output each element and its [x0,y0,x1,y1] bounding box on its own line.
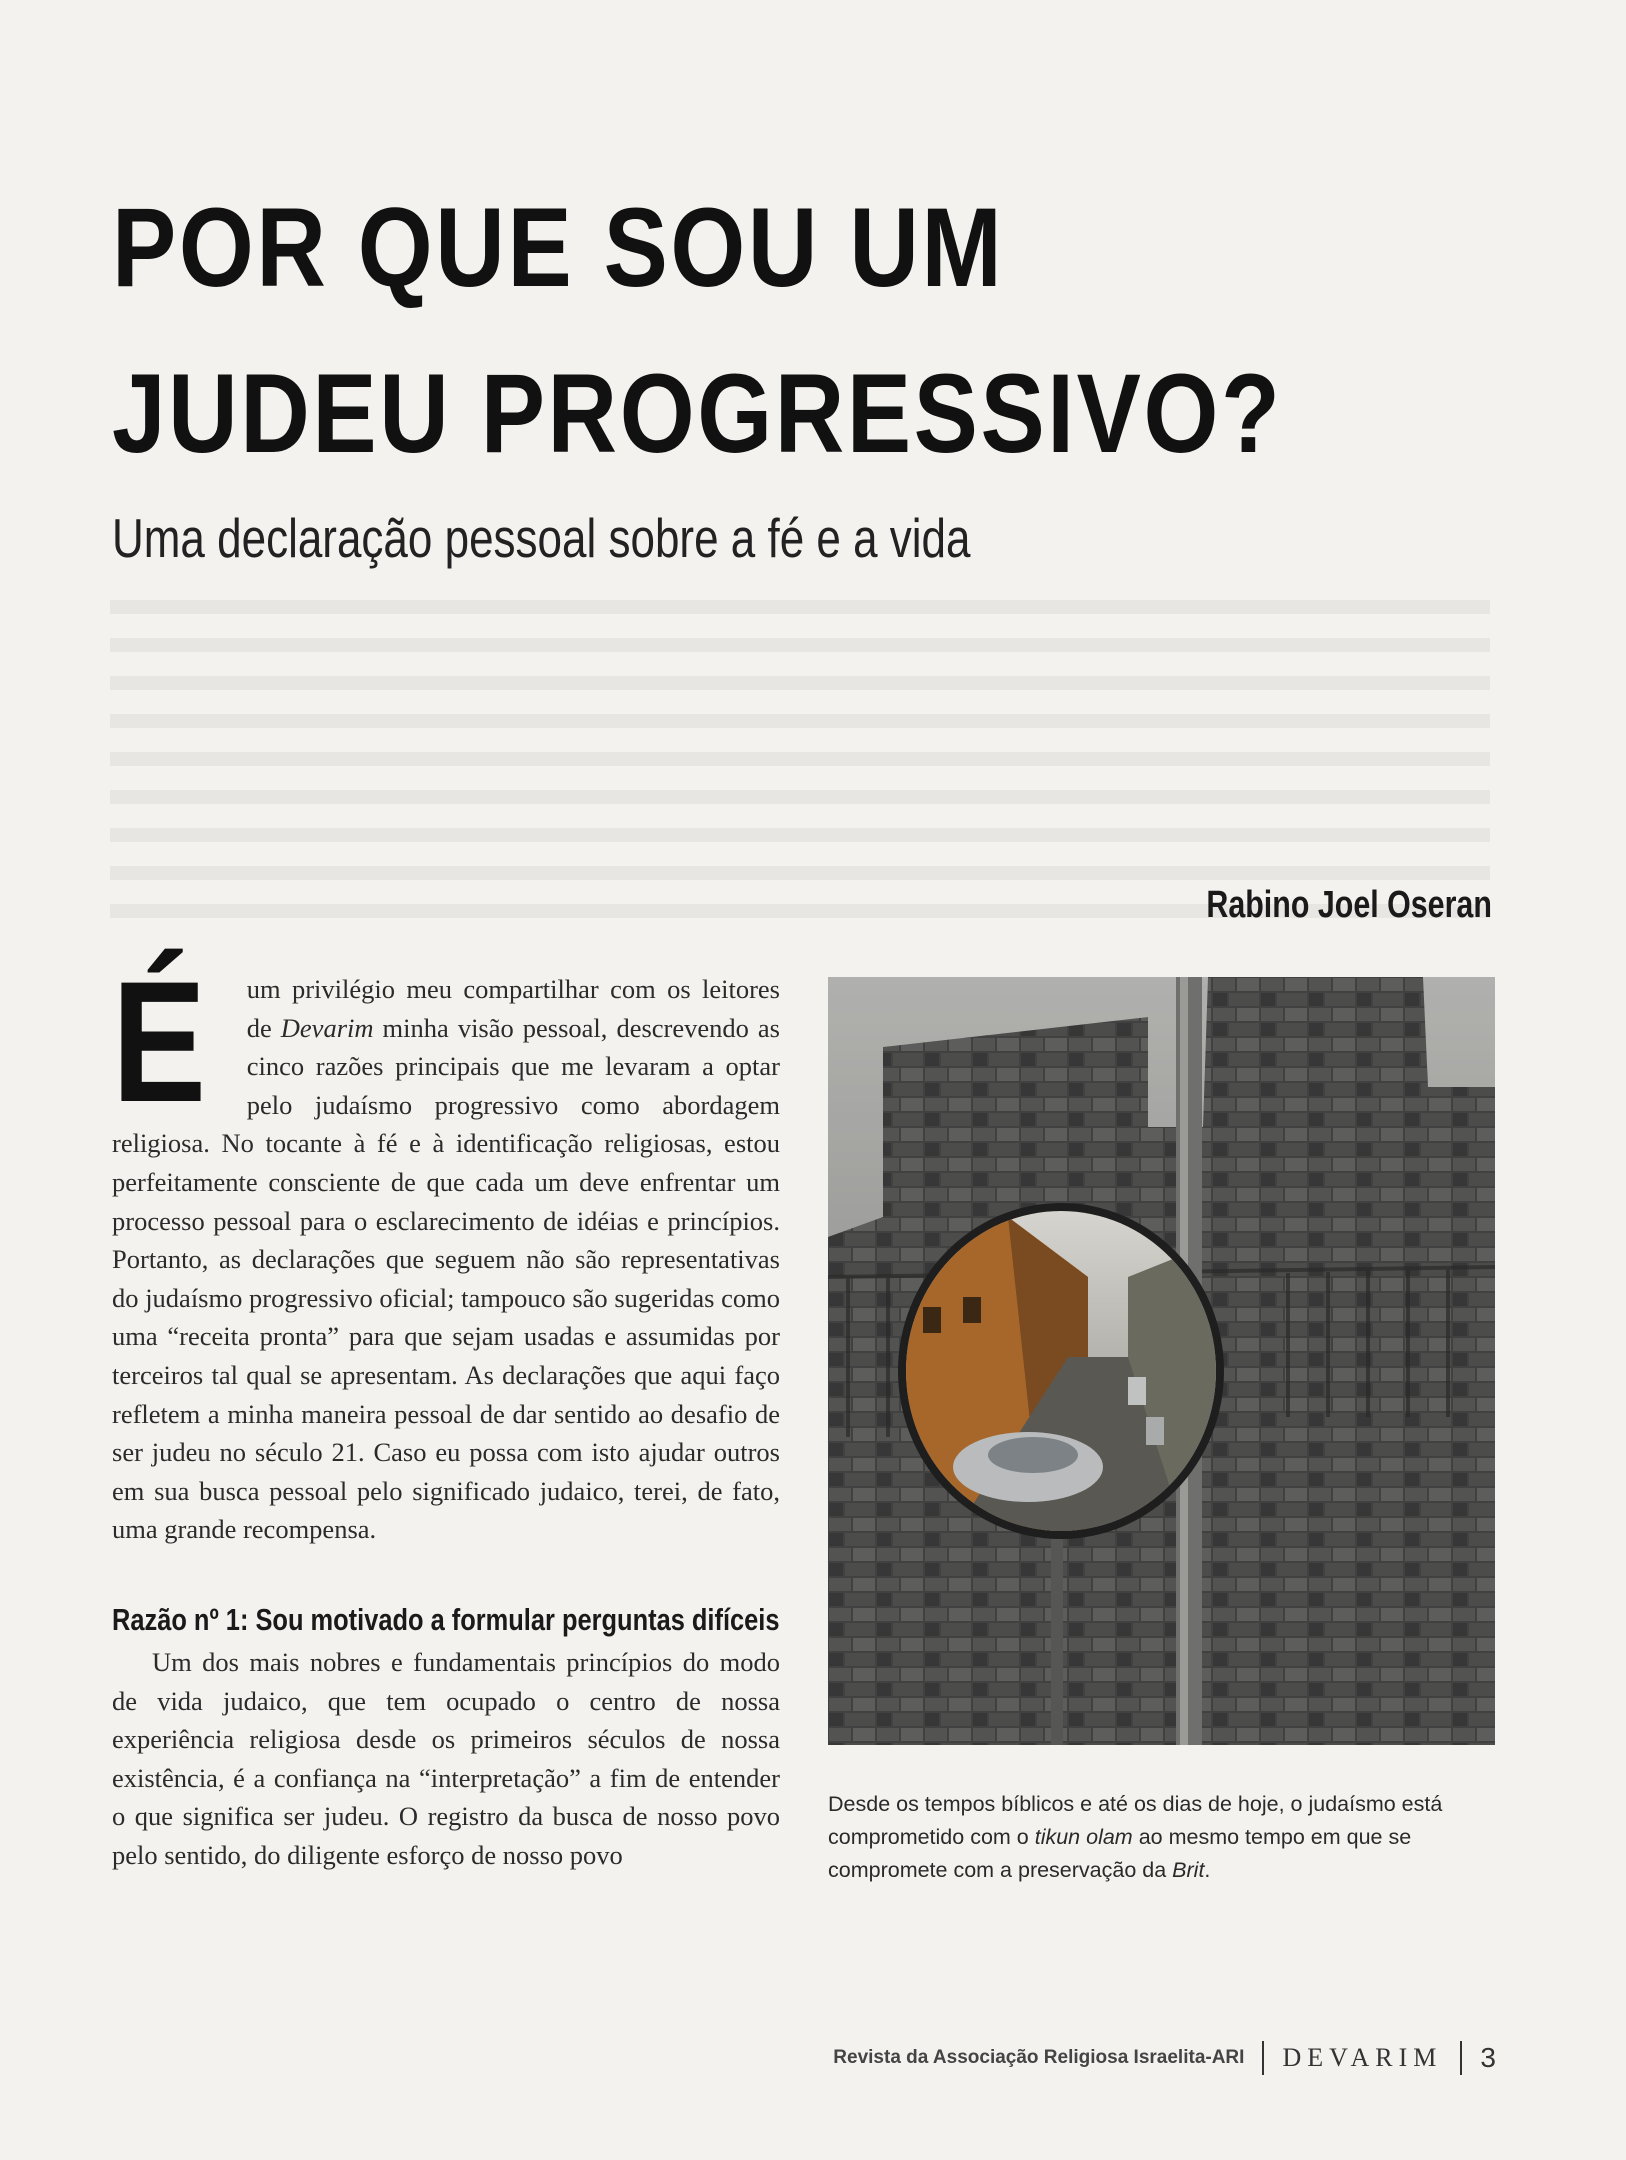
title-line-2: JUDEU PROGRESSIVO? [112,351,1283,476]
intro-paragraph [112,946,780,1549]
author-byline: Rabino Joel Oseran [1206,884,1492,926]
caption-text-2: ao mesmo tempo em que se compromete com a preservação da [828,1825,1412,1882]
footer-divider [1460,2041,1462,2075]
drop-cap: É [112,946,207,1138]
caption-italic-1: tikun olam [1034,1825,1133,1849]
title-line-1: POR QUE SOU UM [112,185,1005,310]
article-subtitle: Uma declaração pessoal sobre a fé e a vida [112,507,971,569]
intro-text-a: um privilégio meu compartilhar com os leitores de [246,974,780,1043]
article-title [112,165,1333,497]
caption-text-3: . [1204,1858,1211,1882]
text-column [112,946,780,1874]
intro-text-italic: Devarim [280,1012,374,1043]
section-heading: Razão nº 1: Sou motivado a formular perguntas difíceis [112,1601,780,1637]
caption-italic-2: Brit [1172,1858,1205,1882]
footer-divider [1262,2041,1264,2075]
article-photo [828,977,1495,1745]
section-body: Um dos mais nobres e fundamentais princípios do modo de vida judaico, que tem ocupado o centro de nossa experiência religiosa desde os primeiros séculos de nossa existência, é a confiança na “interpretação” a fim de entender o que significa ser judeu. O registro da busca de nosso povo pelo sentido, do diligente esforço de nosso povo [112,1646,780,1870]
photo-caption [828,1788,1504,1887]
caption-text-1: Desde os tempos bíblicos e até os dias de hoje, o judaísmo está comprometido com o [828,1792,1443,1849]
page-number: 3 [1480,2042,1496,2073]
footer-magazine-name: DEVARIM [1282,2043,1443,2072]
page-footer [833,2036,1496,2080]
photo-illustration [828,977,1495,1745]
footer-publication: Revista da Associação Religiosa Israelita-ARI [833,2047,1245,2068]
intro-text-b: minha visão pessoal, descrevendo as cinco razões principais que me levaram a optar pelo judaísmo progressivo como abordagem religiosa. No tocante à fé e à identificação religiosas, estou perfeitamente consciente de que cada um deve enfrentar um processo pessoal para o esclarecimento de idéias e princípios. Portanto, as declarações que seguem não são representativas do judaísmo progressivo oficial; tampouco são sugeridas como uma “receita pronta” para que sejam usadas e assumidas por terceiros tal qual se apresentam. As declarações que aqui faço refletem a minha maneira pessoal de dar sentido ao desafio de ser judeu no século 21. Caso eu possa com isto ajudar outros em sua busca pessoal pelo significado judaico, terei, de fato, uma grande recompensa. [112,1012,780,1545]
